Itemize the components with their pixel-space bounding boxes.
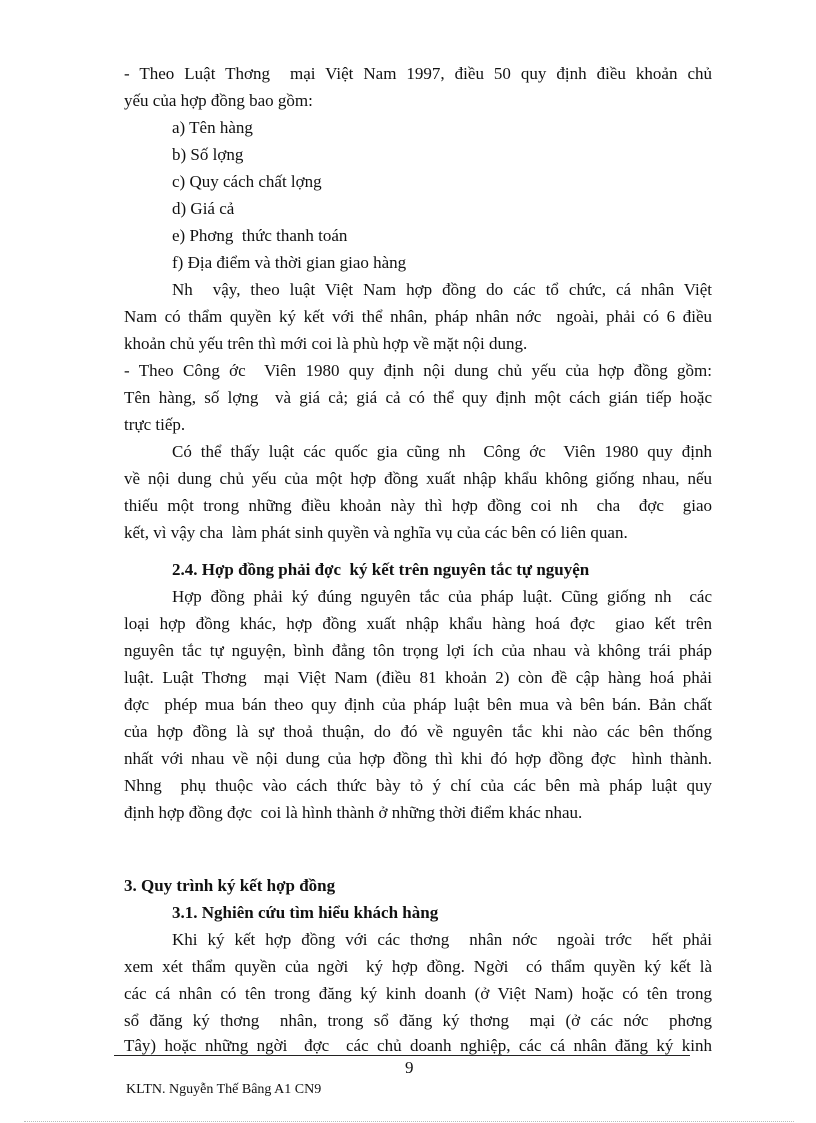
para-2-4-line-3: nguyên tắc tự nguyện, bình đẳng tôn trọng lợi ích của nhau và không trái pháp: [124, 641, 712, 660]
intro-line-1: - Theo Luật Thơng mại Việt Nam 1997, điều 50 quy định điều khoản chủ: [124, 64, 712, 83]
page-number: 9: [405, 1058, 414, 1077]
para-2-4-line-9: định hợp đồng đợc coi là hình thành ở những thời điểm khác nhau.: [124, 803, 583, 822]
para3-line-3: thiếu một trong những điều khoản này thì hợp đồng coi nh cha đợc giao: [124, 496, 712, 515]
list-item: d) Giá cả: [172, 199, 235, 218]
para-3-1-line-1: Khi ký kết hợp đồng với các thơng nhân nớc ngoài trớc hết phải: [172, 930, 712, 949]
para-2-4-line-2: loại hợp đồng khác, hợp đồng xuất nhập khẩu hàng hoá đợc giao kết trên: [124, 614, 712, 633]
list-item: b) Số lợng: [172, 145, 244, 164]
heading-3-1: 3.1. Nghiên cứu tìm hiểu khách hàng: [172, 903, 439, 922]
para2-line-2: Tên hàng, số lợng và giá cả; giá cả có thể quy định một cách gián tiếp hoặc: [124, 388, 712, 407]
para1-line-3: khoản chủ yếu trên thì mới coi là phù hợp về mặt nội dung.: [124, 334, 528, 353]
para3-line-2: về nội dung chủ yếu của một hợp đồng xuất nhập khẩu không giống nhau, nếu: [124, 469, 712, 488]
para-3-1-line-3: các cá nhân có tên trong đăng ký kinh doanh (ở Việt Nam) hoặc có tên trong: [124, 984, 712, 1003]
para2-line-3: trực tiếp.: [124, 415, 186, 434]
list-item: e) Phơng thức thanh toán: [172, 226, 348, 245]
para1-line-1: Nh vậy, theo luật Việt Nam hợp đồng do các tổ chức, cá nhân Việt: [172, 280, 712, 299]
para-3-1-line-5: Tây) hoặc những ngời đợc các chủ doanh nghiệp, các cá nhân đăng ký kinh: [124, 1036, 712, 1055]
para-2-4-line-7: nhất với nhau về nội dung của hợp đồng thì khi đó hợp đồng đợc hình thành.: [124, 749, 712, 768]
para-2-4-line-8: Nhng phụ thuộc vào cách thức bày tỏ ý chí của các bên mà pháp luật quy: [124, 776, 712, 795]
para-2-4-line-6: của hợp đồng là sự thoả thuận, do đó về nguyên tắc khi nào các bên thống: [124, 722, 712, 741]
para3-line-4: kết, vì vậy cha làm phát sinh quyền và nghĩa vụ của các bên có liên quan.: [124, 523, 628, 542]
list-item: f) Địa điểm và thời gian giao hàng: [172, 253, 407, 272]
footer-rule: [114, 1055, 690, 1056]
footer-text: KLTN. Nguyễn Thế Bâng A1 CN9: [126, 1082, 322, 1097]
para-2-4-line-1: Hợp đồng phải ký đúng nguyên tắc của pháp luật. Cũng giống nh các: [172, 587, 712, 606]
intro-line-2: yếu của hợp đồng bao gồm:: [124, 91, 313, 110]
para1-line-2: Nam có thẩm quyền ký kết với thể nhân, pháp nhân nớc ngoài, phải có 6 điều: [124, 307, 712, 326]
heading-3: 3. Quy trình ký kết hợp đồng: [124, 876, 336, 895]
list-item: a) Tên hàng: [172, 118, 253, 137]
para-2-4-line-5: đợc phép mua bán theo quy định của pháp luật bên mua và bên bán. Bản chất: [124, 695, 712, 714]
para-3-1-line-2: xem xét thẩm quyền của ngời ký hợp đồng. Ngời có thẩm quyền ký kết là: [124, 957, 712, 976]
para-2-4-line-4: luật. Luật Thơng mại Việt Nam (điều 81 khoản 2) còn đề cập hàng hoá phải: [124, 668, 712, 687]
bottom-dotted-border: [24, 1121, 794, 1122]
para3-line-1: Có thể thấy luật các quốc gia cũng nh Công ớc Viên 1980 quy định: [172, 442, 712, 461]
list-item: c) Quy cách chất lợng: [172, 172, 322, 191]
para2-line-1: - Theo Công ớc Viên 1980 quy định nội dung chủ yếu của hợp đồng gồm:: [124, 361, 712, 380]
heading-2-4: 2.4. Hợp đồng phải đợc ký kết trên nguyên tắc tự nguyện: [172, 560, 590, 579]
para-3-1-line-4: sổ đăng ký thơng nhân, trong sổ đăng ký thơng mại (ở các nớc phơng: [124, 1011, 712, 1030]
